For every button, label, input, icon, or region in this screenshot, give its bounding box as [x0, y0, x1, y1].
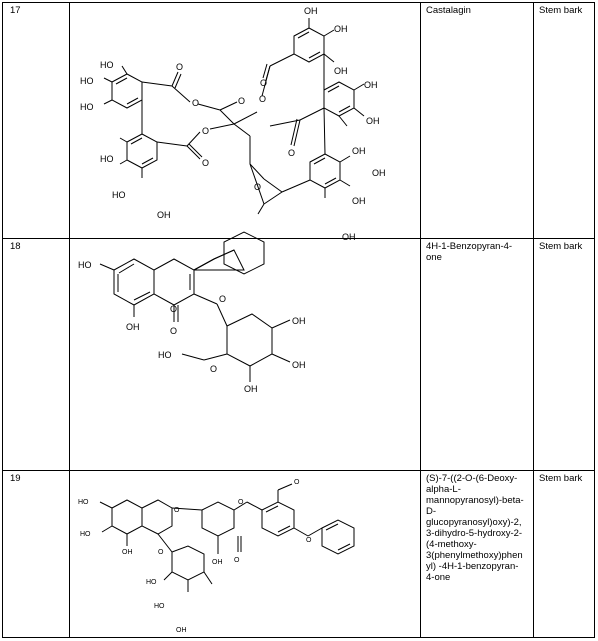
label-o: O	[254, 182, 262, 192]
flavanone-glycoside-structure	[72, 474, 417, 636]
label-o: O	[170, 326, 178, 336]
row-17-plant-part: Stem bark	[539, 5, 583, 16]
label-oh: OH	[342, 232, 356, 242]
label-o: O	[202, 158, 210, 168]
label-ho: HO	[80, 102, 94, 112]
label-ho: HO	[100, 60, 114, 70]
label-oh: OH	[366, 116, 380, 126]
label-o: O	[210, 364, 218, 374]
row-17-number: 17	[10, 5, 21, 16]
label-ho: HO	[78, 260, 92, 270]
label-o: O	[234, 557, 240, 564]
label-ho: HO	[100, 154, 114, 164]
table-border-right	[594, 2, 595, 638]
label-oh: OH	[176, 627, 187, 634]
row-19-plant-part: Stem bark	[539, 473, 583, 484]
compound-table	[2, 2, 595, 638]
label-o: O	[202, 126, 210, 136]
label-o: O	[192, 98, 200, 108]
label-oh: OH	[372, 168, 386, 178]
row-divider-17-18	[2, 238, 595, 239]
castalagin-structure	[72, 4, 417, 242]
label-o: O	[176, 62, 184, 72]
label-oh: OH	[334, 66, 348, 76]
label-o: O	[170, 304, 178, 314]
label-o: O	[238, 96, 246, 106]
label-oh: OH	[334, 24, 348, 34]
row-19-compound-name: (S)-7-((2-O-(6-Deoxy-alpha-L-mannopyranosyl)-beta-D-glucopyranosyl)oxy)-2,3-dihydro-5-hydroxy-2-(4-methoxy-3(phenylmethoxy)phenyl) -4H-1-benzopyran-4-one	[426, 473, 524, 583]
row-17-compound-name: Castalagin	[426, 5, 471, 16]
label-o: O	[259, 94, 267, 104]
label-oh: OH	[126, 322, 140, 332]
table-border-bottom	[2, 637, 595, 638]
label-oh: OH	[122, 549, 133, 556]
row-18-plant-part: Stem bark	[539, 241, 583, 252]
label-o: O	[219, 294, 227, 304]
label-o: O	[306, 537, 312, 544]
label-ho: HO	[112, 190, 126, 200]
label-oh: OH	[212, 559, 223, 566]
col-divider-structure	[420, 2, 421, 638]
benzopyranone-structure	[72, 242, 417, 468]
label-ho: HO	[80, 76, 94, 86]
label-ho: HO	[146, 579, 157, 586]
label-oh: OH	[304, 6, 318, 16]
label-oh: OH	[352, 196, 366, 206]
label-o: O	[288, 148, 296, 158]
label-o: O	[174, 507, 180, 514]
label-ho: HO	[78, 499, 89, 506]
label-o: O	[260, 78, 268, 88]
label-oh: OH	[352, 146, 366, 156]
row-19-number: 19	[10, 473, 21, 484]
label-oh: OH	[157, 210, 171, 220]
label-ho: HO	[154, 603, 165, 610]
col-divider-number	[69, 2, 70, 638]
table-border-top	[2, 2, 595, 3]
label-o: O	[238, 499, 244, 506]
label-oh: OH	[244, 384, 258, 394]
label-oh: OH	[292, 360, 306, 370]
label-oh: OH	[292, 316, 306, 326]
label-oh: OH	[364, 80, 378, 90]
table-border-left	[2, 2, 3, 638]
label-ho: HO	[80, 531, 91, 538]
label-o: O	[158, 549, 164, 556]
row-divider-18-19	[2, 470, 595, 471]
row-18-compound-name: 4H-1-Benzopyran-4-one	[426, 241, 513, 263]
col-divider-name	[533, 2, 534, 638]
row-18-number: 18	[10, 241, 21, 252]
label-o: O	[294, 479, 300, 486]
label-ho: HO	[158, 350, 172, 360]
